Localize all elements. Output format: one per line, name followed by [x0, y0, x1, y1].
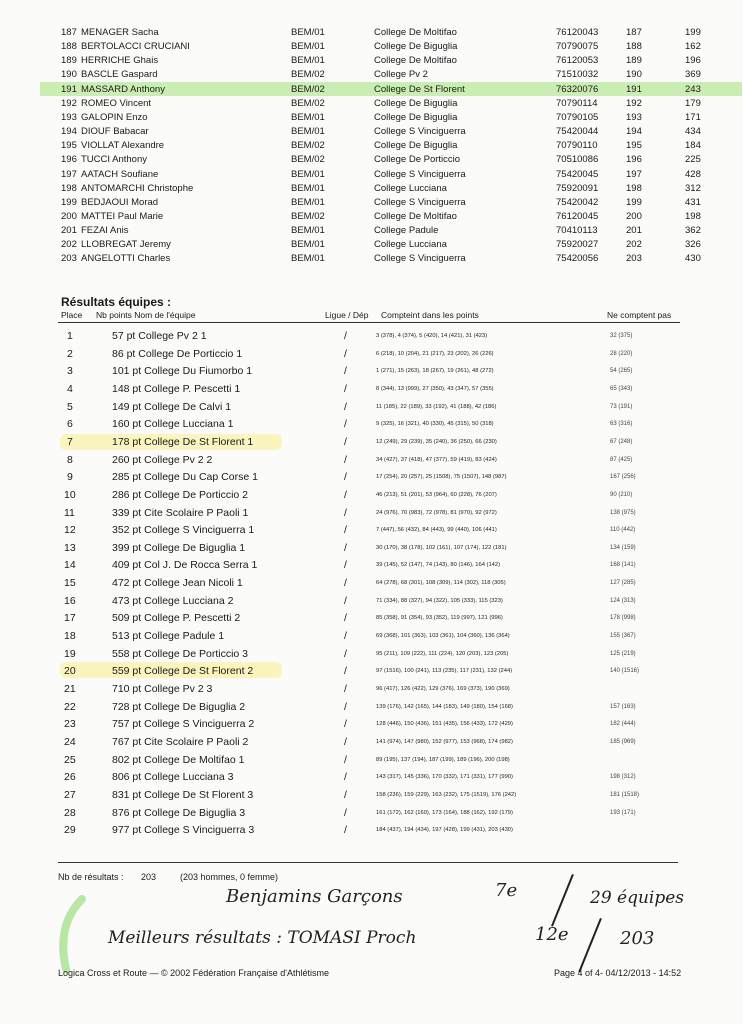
team-counting: 17 (254), 20 (257), 25 (1508), 75 (1507), 148 (987)	[376, 474, 507, 481]
team-ligue: /	[344, 594, 347, 607]
footer-copyright: Logica Cross et Route — © 2002 Fédération Française d'Athlétisme	[58, 968, 329, 978]
individual-category: BEM/01	[291, 55, 325, 67]
individual-bib: 198	[685, 210, 701, 222]
team-counting: 46 (213), 51 (201), 53 (964), 60 (228), 76 (207)	[376, 491, 497, 498]
individual-licence: 75420056	[556, 253, 599, 265]
handwritten-team-rank: 7e	[495, 880, 518, 901]
individual-bib: 225	[685, 154, 701, 166]
team-ligue: /	[344, 347, 347, 360]
team-not-counting: 155 (367)	[610, 633, 636, 640]
team-not-counting: 134 (159)	[610, 544, 636, 551]
individual-licence: 76120045	[556, 210, 599, 222]
individual-name: LLOBREGAT Jeremy	[81, 239, 171, 251]
team-ligue: /	[344, 665, 347, 678]
handwritten-slash-1	[551, 874, 574, 927]
team-counting: 184 (437), 194 (434), 197 (428), 199 (431), 203 (430)	[376, 827, 513, 834]
team-name: 86 pt College De Porticcio 1	[112, 347, 243, 360]
handwritten-category: Benjamins Garçons	[226, 886, 403, 907]
individual-bib: 196	[685, 55, 701, 67]
team-place: 1	[67, 330, 73, 342]
team-name: 160 pt College Lucciana 1	[112, 418, 234, 431]
team-name: 558 pt College De Porticcio 3	[112, 647, 248, 660]
team-not-counting: 32 (375)	[610, 333, 633, 339]
team-name: 286 pt College De Porticcio 2	[112, 488, 248, 501]
individual-licence: 70790105	[556, 111, 599, 123]
handwritten-best-results: Meilleurs résultats : TOMASI Proch	[108, 928, 417, 948]
individual-category: BEM/01	[291, 196, 325, 208]
individual-rank: 203	[626, 253, 642, 265]
team-place: 13	[64, 541, 76, 554]
team-name: 757 pt College S Vinciguerra 2	[112, 718, 255, 731]
team-counting: 96 (417), 126 (422), 129 (376), 169 (373), 190 (369)	[376, 686, 510, 692]
team-place: 8	[67, 453, 73, 466]
individual-name: ANGELOTTI Charles	[81, 253, 171, 265]
team-name: 876 pt College De Biguglia 3	[112, 806, 246, 819]
individual-rank: 188	[626, 41, 642, 53]
individual-licence: 75920027	[556, 239, 599, 251]
team-name: 509 pt College P. Pescetti 2	[112, 612, 241, 625]
individual-rank: 197	[626, 168, 642, 180]
individual-place: 187	[61, 27, 77, 38]
team-not-counting: 124 (313)	[610, 597, 636, 604]
team-counting: 139 (176), 142 (165), 144 (183), 149 (180), 154 (168)	[376, 703, 513, 710]
results-count-label: Nb de résultats :	[58, 872, 124, 882]
individual-place: 189	[61, 55, 77, 67]
team-not-counting: 54 (265)	[610, 368, 633, 375]
individual-licence: 70790075	[556, 41, 599, 53]
team-ligue: /	[344, 788, 347, 801]
team-ligue: /	[344, 365, 347, 378]
team-place: 9	[67, 471, 73, 484]
individual-school: College De Porticcio	[374, 154, 461, 166]
team-place: 5	[67, 400, 73, 413]
individual-bib: 362	[685, 225, 701, 237]
individual-place: 192	[61, 97, 77, 109]
team-place: 16	[64, 594, 76, 607]
team-ligue: /	[344, 700, 347, 713]
footer-page-info: Page 4 of 4- 04/12/2013 - 14:52	[554, 968, 682, 978]
individual-rank: 195	[626, 140, 642, 152]
team-name: 409 pt Col J. De Rocca Serra 1	[112, 559, 258, 572]
individual-licence: 76120053	[556, 55, 599, 67]
team-place: 2	[67, 347, 73, 360]
team-ligue: /	[344, 559, 347, 572]
team-ligue: /	[344, 435, 347, 448]
individual-bib: 171	[685, 111, 701, 123]
team-place: 6	[67, 418, 73, 431]
team-counting: 69 (368), 101 (363), 103 (361), 104 (360), 136 (364)	[376, 633, 510, 640]
team-name: 148 pt College P. Pescetti 1	[112, 382, 241, 395]
team-not-counting: 127 (285)	[610, 580, 636, 587]
team-place: 18	[64, 630, 76, 643]
team-place: 7	[67, 435, 73, 448]
header-rule	[58, 322, 680, 323]
individual-place: 197	[61, 168, 77, 180]
team-not-counting: 185 (969)	[610, 738, 636, 745]
team-not-counting: 65 (343)	[610, 385, 633, 392]
header-ligue: Ligue / Dép	[325, 310, 369, 320]
individual-place: 199	[61, 196, 77, 208]
team-counting: 12 (249), 29 (239), 35 (240), 36 (250), 66 (230)	[376, 438, 497, 445]
team-not-counting: 140 (1516)	[610, 668, 640, 675]
individual-school: College Padule	[374, 225, 439, 237]
team-counting: 7 (447), 56 (432), 84 (443), 99 (440), 106 (441)	[376, 527, 497, 534]
header-counting: Compteint dans les points	[381, 310, 479, 320]
individual-name: MATTEI Paul Marie	[81, 210, 164, 222]
individual-licence: 75420044	[556, 126, 599, 138]
results-count: 203	[141, 872, 157, 882]
team-counting: 64 (278), 68 (301), 108 (309), 114 (302), 118 (305)	[376, 580, 506, 587]
individual-category: BEM/01	[291, 111, 325, 123]
team-counting: 71 (334), 88 (327), 94 (322), 105 (333), 115 (323)	[376, 597, 503, 604]
team-not-counting: 73 (191)	[610, 403, 633, 410]
individual-bib: 179	[685, 97, 701, 109]
individual-category: BEM/02	[291, 69, 325, 81]
team-place: 15	[64, 577, 76, 590]
handwritten-individual-rank: 12e	[535, 924, 569, 945]
team-counting: 95 (211), 109 (222), 111 (224), 120 (203), 123 (205)	[376, 650, 509, 657]
individual-school: College De Moltifao	[374, 210, 457, 222]
individual-rank: 190	[626, 69, 642, 81]
individual-school: College Lucciana	[374, 239, 447, 251]
individual-name: BERTOLACCI CRUCIANI	[81, 41, 190, 53]
individual-name: MENAGER Sacha	[81, 27, 159, 38]
individual-school: College Lucciana	[374, 182, 447, 194]
team-ligue: /	[344, 382, 347, 395]
individual-category: BEM/01	[291, 27, 325, 38]
team-counting: 141 (974), 147 (980), 152 (977), 153 (968), 174 (982)	[376, 738, 513, 745]
individual-name: MASSARD Anthony	[81, 83, 165, 95]
team-name: 149 pt College De Calvi 1	[112, 400, 232, 413]
team-ligue: /	[344, 453, 347, 466]
team-not-counting: 182 (444)	[610, 721, 636, 728]
team-not-counting: 167 (256)	[610, 474, 636, 481]
team-name: 285 pt College Du Cap Corse 1	[112, 471, 258, 484]
team-place: 23	[64, 718, 76, 731]
team-not-counting: 87 (425)	[610, 456, 633, 463]
team-name: 399 pt College De Biguglia 1	[112, 541, 246, 554]
team-ligue: /	[344, 718, 347, 731]
team-counting: 89 (195), 137 (194), 187 (199), 189 (196), 200 (198)	[376, 756, 510, 763]
handwritten-slash-2	[578, 918, 602, 973]
team-not-counting: 67 (248)	[610, 438, 633, 445]
individual-category: BEM/01	[291, 182, 325, 194]
team-counting: 143 (317), 145 (336), 170 (332), 171 (331), 177 (990)	[376, 774, 513, 781]
header-points-name: Nb points Nom de l'équipe	[96, 310, 196, 320]
team-counting: 161 (172), 162 (160), 173 (164), 188 (162), 192 (179)	[376, 809, 513, 816]
individual-school: College S Vinciguerra	[374, 126, 466, 138]
individual-rank: 200	[626, 210, 642, 222]
individual-licence: 75420045	[556, 168, 599, 180]
team-place: 29	[64, 824, 76, 837]
team-ligue: /	[344, 400, 347, 413]
individual-category: BEM/02	[291, 154, 325, 166]
individual-place: 203	[61, 253, 77, 265]
individual-category: BEM/02	[291, 210, 325, 222]
team-name: 473 pt College Lucciana 2	[112, 594, 234, 607]
team-name: 710 pt College Pv 2 3	[112, 683, 213, 695]
individual-place: 193	[61, 111, 77, 123]
individual-rank: 194	[626, 126, 642, 138]
team-place: 4	[67, 382, 73, 395]
team-ligue: /	[344, 630, 347, 643]
individual-name: BASCLE Gaspard	[81, 69, 158, 81]
individual-place: 194	[61, 126, 77, 138]
team-name: 559 pt College De St Florent 2	[112, 665, 254, 678]
team-name: 767 pt Cite Scolaire P Paoli 2	[112, 735, 249, 748]
individual-licence: 76120043	[556, 27, 599, 38]
team-ligue: /	[344, 647, 347, 660]
individual-school: College S Vinciguerra	[374, 253, 466, 265]
team-name: 806 pt College Lucciana 3	[112, 771, 234, 784]
team-place: 17	[64, 612, 76, 625]
individual-licence: 71510032	[556, 69, 599, 81]
team-place: 20	[64, 665, 76, 678]
individual-name: ANTOMARCHI Christophe	[81, 182, 194, 194]
individual-rank: 192	[626, 97, 642, 109]
team-place: 28	[64, 806, 76, 819]
team-not-counting: 63 (316)	[610, 421, 633, 428]
team-counting: 6 (218), 10 (204), 21 (217), 23 (202), 26 (226)	[376, 350, 494, 357]
header-not-counting: Ne comptent pas	[607, 310, 672, 320]
header-place: Place	[61, 310, 83, 320]
individual-rank: 191	[626, 83, 642, 95]
team-name: 178 pt College De St Florent 1	[112, 435, 254, 448]
team-name: 728 pt College De Biguglia 2	[112, 700, 246, 713]
team-not-counting: 138 (975)	[610, 509, 636, 516]
team-ligue: /	[344, 824, 347, 837]
individual-school: College De Moltifao	[374, 55, 457, 67]
team-not-counting: 198 (312)	[610, 774, 636, 781]
individual-place: 202	[61, 239, 77, 251]
team-not-counting: 181 (1518)	[610, 791, 640, 798]
team-counting: 11 (185), 22 (189), 33 (192), 41 (188), 42 (186)	[376, 403, 497, 410]
individual-name: GALOPIN Enzo	[81, 111, 148, 123]
individual-school: College De Moltifao	[374, 27, 457, 38]
individual-name: ROMEO Vincent	[81, 97, 152, 109]
individual-rank: 199	[626, 196, 642, 208]
individual-school: College De Biguglia	[374, 140, 458, 152]
team-not-counting: 193 (171)	[610, 809, 636, 816]
team-place: 3	[67, 365, 73, 378]
individual-school: College De Biguglia	[374, 41, 458, 53]
team-ligue: /	[344, 753, 347, 766]
team-name: 260 pt College Pv 2 2	[112, 453, 213, 466]
team-place: 22	[64, 700, 76, 713]
individual-place: 201	[61, 225, 77, 237]
team-counting: 97 (1516), 100 (241), 113 (235), 117 (231), 132 (244)	[376, 668, 513, 675]
team-not-counting: 157 (163)	[610, 703, 636, 710]
team-ligue: /	[344, 806, 347, 819]
individual-category: BEM/01	[291, 253, 325, 265]
team-not-counting: 28 (220)	[610, 350, 633, 357]
team-ligue: /	[344, 577, 347, 590]
individual-place: 190	[61, 69, 77, 81]
individual-category: BEM/01	[291, 126, 325, 138]
team-name: 513 pt College Padule 1	[112, 630, 225, 643]
team-name: 101 pt College Du Fiumorbo 1	[112, 365, 253, 378]
individual-place: 191	[61, 83, 77, 95]
individual-school: College De Biguglia	[374, 111, 458, 123]
team-place: 25	[64, 753, 76, 766]
individual-rank: 189	[626, 55, 642, 67]
individual-rank: 202	[626, 239, 642, 251]
individual-bib: 430	[685, 253, 701, 265]
team-name: 977 pt College S Vinciguerra 3	[112, 824, 255, 837]
handwritten-team-total: 29 équipes	[590, 888, 685, 908]
team-place: 26	[64, 771, 76, 784]
individual-licence: 70510086	[556, 154, 599, 166]
team-ligue: /	[344, 418, 347, 431]
individual-name: AATACH Soufiane	[81, 168, 159, 180]
team-counting: 1 (271), 15 (263), 18 (267), 19 (261), 48 (272)	[376, 368, 494, 375]
team-ligue: /	[344, 771, 347, 784]
individual-licence: 76320076	[556, 83, 599, 95]
individual-bib: 312	[685, 182, 701, 194]
team-name: 339 pt Cite Scolaire P Paoli 1	[112, 506, 249, 519]
individual-name: TUCCI Anthony	[81, 154, 147, 166]
team-name: 831 pt College De St Florent 3	[112, 788, 254, 801]
individual-bib: 428	[685, 168, 701, 180]
individual-name: BEDJAOUI Morad	[81, 196, 159, 208]
team-name: 352 pt College S Vinciguerra 1	[112, 524, 255, 537]
team-counting: 3 (378), 4 (374), 5 (420), 14 (421), 31 (423)	[376, 333, 488, 339]
individual-rank: 198	[626, 182, 642, 194]
team-ligue: /	[344, 506, 347, 519]
individual-licence: 70790110	[556, 140, 598, 152]
team-ligue: /	[344, 541, 347, 554]
individual-school: College S Vinciguerra	[374, 196, 466, 208]
individual-rank: 196	[626, 154, 642, 166]
team-place: 21	[64, 683, 76, 695]
team-not-counting: 110 (442)	[610, 527, 636, 534]
individual-school: College Pv 2	[374, 69, 428, 81]
team-place: 11	[64, 506, 75, 519]
team-counting: 24 (976), 70 (983), 72 (978), 81 (970), 92 (972)	[376, 509, 497, 516]
results-count-detail: (203 hommes, 0 femme)	[180, 872, 279, 882]
individual-name: FEZAI Anis	[81, 225, 129, 237]
team-place: 14	[64, 559, 76, 572]
individual-rank: 201	[626, 225, 642, 237]
individual-bib: 243	[685, 83, 701, 95]
team-not-counting: 90 (210)	[610, 491, 633, 498]
team-ligue: /	[344, 330, 347, 342]
individual-bib: 369	[685, 69, 701, 81]
team-counting: 85 (358), 91 (354), 93 (352), 119 (997), 121 (996)	[376, 615, 503, 622]
footer-rule	[58, 862, 678, 863]
individual-bib: 434	[685, 126, 701, 138]
team-counting: 128 (446), 150 (436), 151 (435), 156 (433), 172 (429)	[376, 721, 513, 728]
individual-category: BEM/02	[291, 83, 325, 95]
team-not-counting: 178 (998)	[610, 615, 636, 622]
team-ligue: /	[344, 612, 347, 625]
team-ligue: /	[344, 683, 347, 695]
individual-category: BEM/01	[291, 168, 325, 180]
individual-bib: 184	[685, 140, 701, 152]
individual-bib: 162	[685, 41, 701, 53]
team-ligue: /	[344, 735, 347, 748]
team-not-counting: 168 (141)	[610, 562, 636, 569]
individual-licence: 70410113	[556, 225, 598, 237]
individual-name: DIOUF Babacar	[81, 126, 149, 138]
individual-bib: 326	[685, 239, 701, 251]
team-ligue: /	[344, 471, 347, 484]
team-name: 802 pt College De Moltifao 1	[112, 753, 245, 766]
handwritten-individual-total: 203	[620, 928, 655, 949]
individual-bib: 199	[685, 27, 701, 38]
individual-category: BEM/01	[291, 239, 325, 251]
team-name: 57 pt College Pv 2 1	[112, 330, 207, 342]
individual-category: BEM/01	[291, 41, 325, 53]
team-counting: 39 (145), 52 (147), 74 (143), 80 (146), 164 (142)	[376, 562, 501, 569]
team-counting: 9 (325), 16 (321), 40 (330), 45 (315), 50 (318)	[376, 421, 494, 428]
individual-place: 200	[61, 210, 77, 222]
individual-rank: 193	[626, 111, 642, 123]
team-counting: 34 (427), 37 (418), 47 (377), 59 (419), 83 (424)	[376, 456, 497, 463]
individual-category: BEM/02	[291, 97, 325, 109]
green-marker-stroke	[50, 895, 90, 975]
individual-bib: 431	[685, 196, 701, 208]
individual-school: College De Biguglia	[374, 97, 458, 109]
team-place: 19	[64, 647, 76, 660]
team-counting: 8 (344), 13 (999), 27 (350), 43 (347), 57 (355)	[376, 385, 494, 392]
team-place: 10	[64, 488, 76, 501]
individual-rank: 187	[626, 27, 642, 38]
individual-name: HERRICHE Ghais	[81, 55, 159, 67]
individual-place: 195	[61, 140, 77, 152]
individual-category: BEM/02	[291, 140, 325, 152]
individual-name: VIOLLAT Alexandre	[81, 140, 165, 152]
individual-category: BEM/01	[291, 225, 325, 237]
team-name: 472 pt College Jean Nicoli 1	[112, 577, 243, 590]
team-place: 24	[64, 735, 76, 748]
team-counting: 158 (236), 159 (229), 163 (232), 175 (1519), 176 (242)	[376, 791, 517, 798]
individual-licence: 75420042	[556, 196, 599, 208]
individual-licence: 70790114	[556, 97, 598, 109]
team-ligue: /	[344, 524, 347, 537]
team-counting: 30 (170), 38 (178), 102 (161), 107 (174), 122 (181)	[376, 544, 507, 551]
team-ligue: /	[344, 488, 347, 501]
individual-place: 188	[61, 41, 77, 53]
team-place: 27	[64, 788, 76, 801]
individual-licence: 75920091	[556, 182, 599, 194]
individual-place: 198	[61, 182, 77, 194]
team-place: 12	[64, 524, 76, 537]
individual-school: College De St Florent	[374, 83, 465, 95]
team-not-counting: 125 (219)	[610, 650, 636, 657]
individual-school: College S Vinciguerra	[374, 168, 466, 180]
team-results-title: Résultats équipes :	[61, 295, 172, 309]
individual-place: 196	[61, 154, 77, 166]
